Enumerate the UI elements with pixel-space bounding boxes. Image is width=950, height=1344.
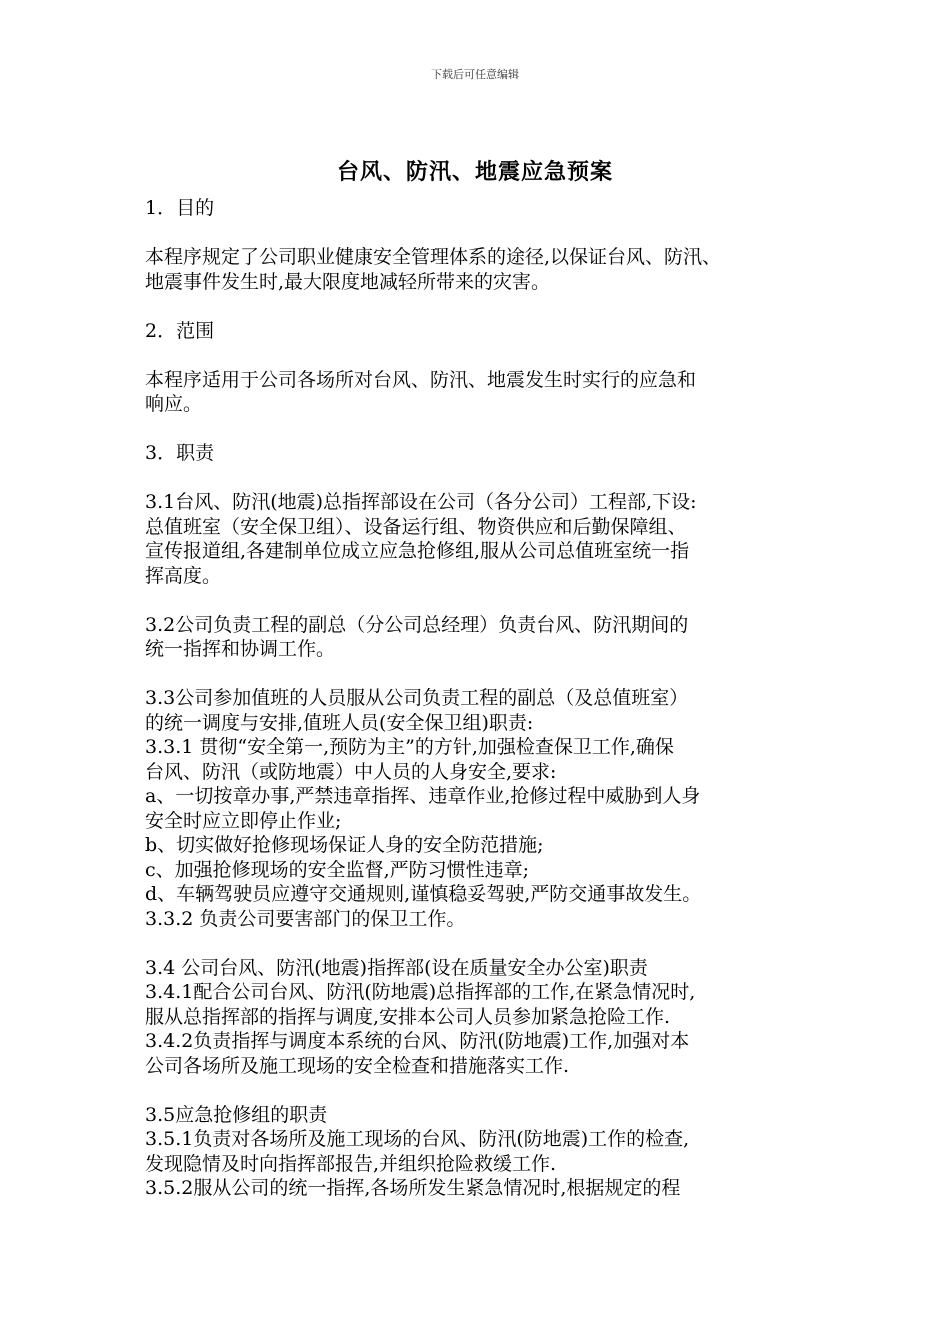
body-line: 3.3.2 负责公司要害部门的保卫工作。 xyxy=(145,907,466,930)
body-line: 地震事件发生时,最大限度地减轻所带来的灾害。 xyxy=(145,270,551,293)
body-line: 服从总指挥部的指挥与调度,安排本公司人员参加紧急抢险工作. xyxy=(145,1005,671,1028)
body-line: 3.3.1 贯彻“安全第一,预防为主”的方针,加强检查保卫工作,确保 xyxy=(145,736,674,758)
body-line: 2．范围 xyxy=(145,319,215,342)
body-line: 挥高度。 xyxy=(145,564,222,587)
body-line: 3.5.2服从公司的统一指挥,各场所发生紧急情况时,根据规定的程 xyxy=(145,1177,681,1199)
body-line: c、加强抢修现场的安全监督,严防习惯性违章; xyxy=(145,858,530,881)
body-line: b、切实做好抢修现场保证人身的安全防范措施; xyxy=(145,834,544,856)
body-line: 发现隐情及时向指挥部报告,并组织抢险救缓工作. xyxy=(145,1152,557,1175)
body-line: 3.1台风、防汛(地震)总指挥部设在公司（各分公司）工程部,下设: xyxy=(145,491,697,513)
paragraph-gap xyxy=(145,588,835,613)
body-line: 本程序规定了公司职业健康安全管理体系的途径,以保证台风、防汛、 xyxy=(145,246,722,268)
paragraph-gap xyxy=(145,1078,835,1103)
body-line: 总值班室（安全保卫组）、设备运行组、物资供应和后勤保障组、 xyxy=(145,515,687,538)
body-line: 3.5.1负责对各场所及施工现场的台风、防汛(防地震)工作的检查, xyxy=(145,1128,690,1150)
body-line: 3．职责 xyxy=(145,442,215,464)
header-note: 下载后可任意编辑 xyxy=(431,68,519,81)
paragraph-gap xyxy=(145,662,835,687)
document-title: 台风、防汛、地震应急预案 xyxy=(336,159,613,185)
body-line: 宣传报道组,各建制单位成立应急抢修组,服从公司总值班室统一指 xyxy=(145,540,690,562)
body-line: 3.5应急抢修组的职责 xyxy=(145,1103,328,1126)
body-line: 本程序适用于公司各场所对台风、防汛、地震发生时实行的应急和 xyxy=(145,368,697,391)
paragraph-gap xyxy=(145,931,835,956)
paragraph-gap xyxy=(145,343,835,368)
document-body xyxy=(145,196,835,1201)
body-line: 的统一调度与安排,值班人员(安全保卫组)职责: xyxy=(145,711,534,734)
body-line: 1．目的 xyxy=(145,197,215,219)
body-line: 3.4.2负责指挥与调度本系统的台风、防汛(防地震)工作,加强对本 xyxy=(145,1030,690,1052)
body-line: 3.4 公司台风、防汛(地震)指挥部(设在质量安全办公室)职责 xyxy=(145,956,648,979)
paragraph-gap xyxy=(145,466,835,491)
body-line: 响应。 xyxy=(145,393,203,415)
body-line: 台风、防汛（或防地震）中人员的人身安全,要求: xyxy=(145,760,557,783)
body-line: 3.3公司参加值班的人员服从公司负责工程的副总（及总值班室） xyxy=(145,687,689,709)
paragraph-gap xyxy=(145,294,835,319)
body-line: 公司各场所及施工现场的安全检查和措施落实工作. xyxy=(145,1054,570,1077)
body-line: 3.4.1配合公司台风、防汛(防地震)总指挥部的工作,在紧急情况时, xyxy=(145,981,696,1003)
paragraph-gap xyxy=(145,221,835,246)
body-line: d、车辆驾驶员应遵守交通规则,谨慎稳妥驾驶,严防交通事故发生。 xyxy=(145,883,702,905)
paragraph-gap xyxy=(145,417,835,442)
body-line: 3.2公司负责工程的副总（分公司总经理）负责台风、防汛期间的 xyxy=(145,613,689,636)
body-line: 安全时应立即停止作业; xyxy=(145,809,342,832)
body-line: 统一指挥和协调工作。 xyxy=(145,638,336,660)
body-line: a、一切按章办事,严禁违章指挥、违章作业,抢修过程中威胁到人身 xyxy=(145,785,701,807)
